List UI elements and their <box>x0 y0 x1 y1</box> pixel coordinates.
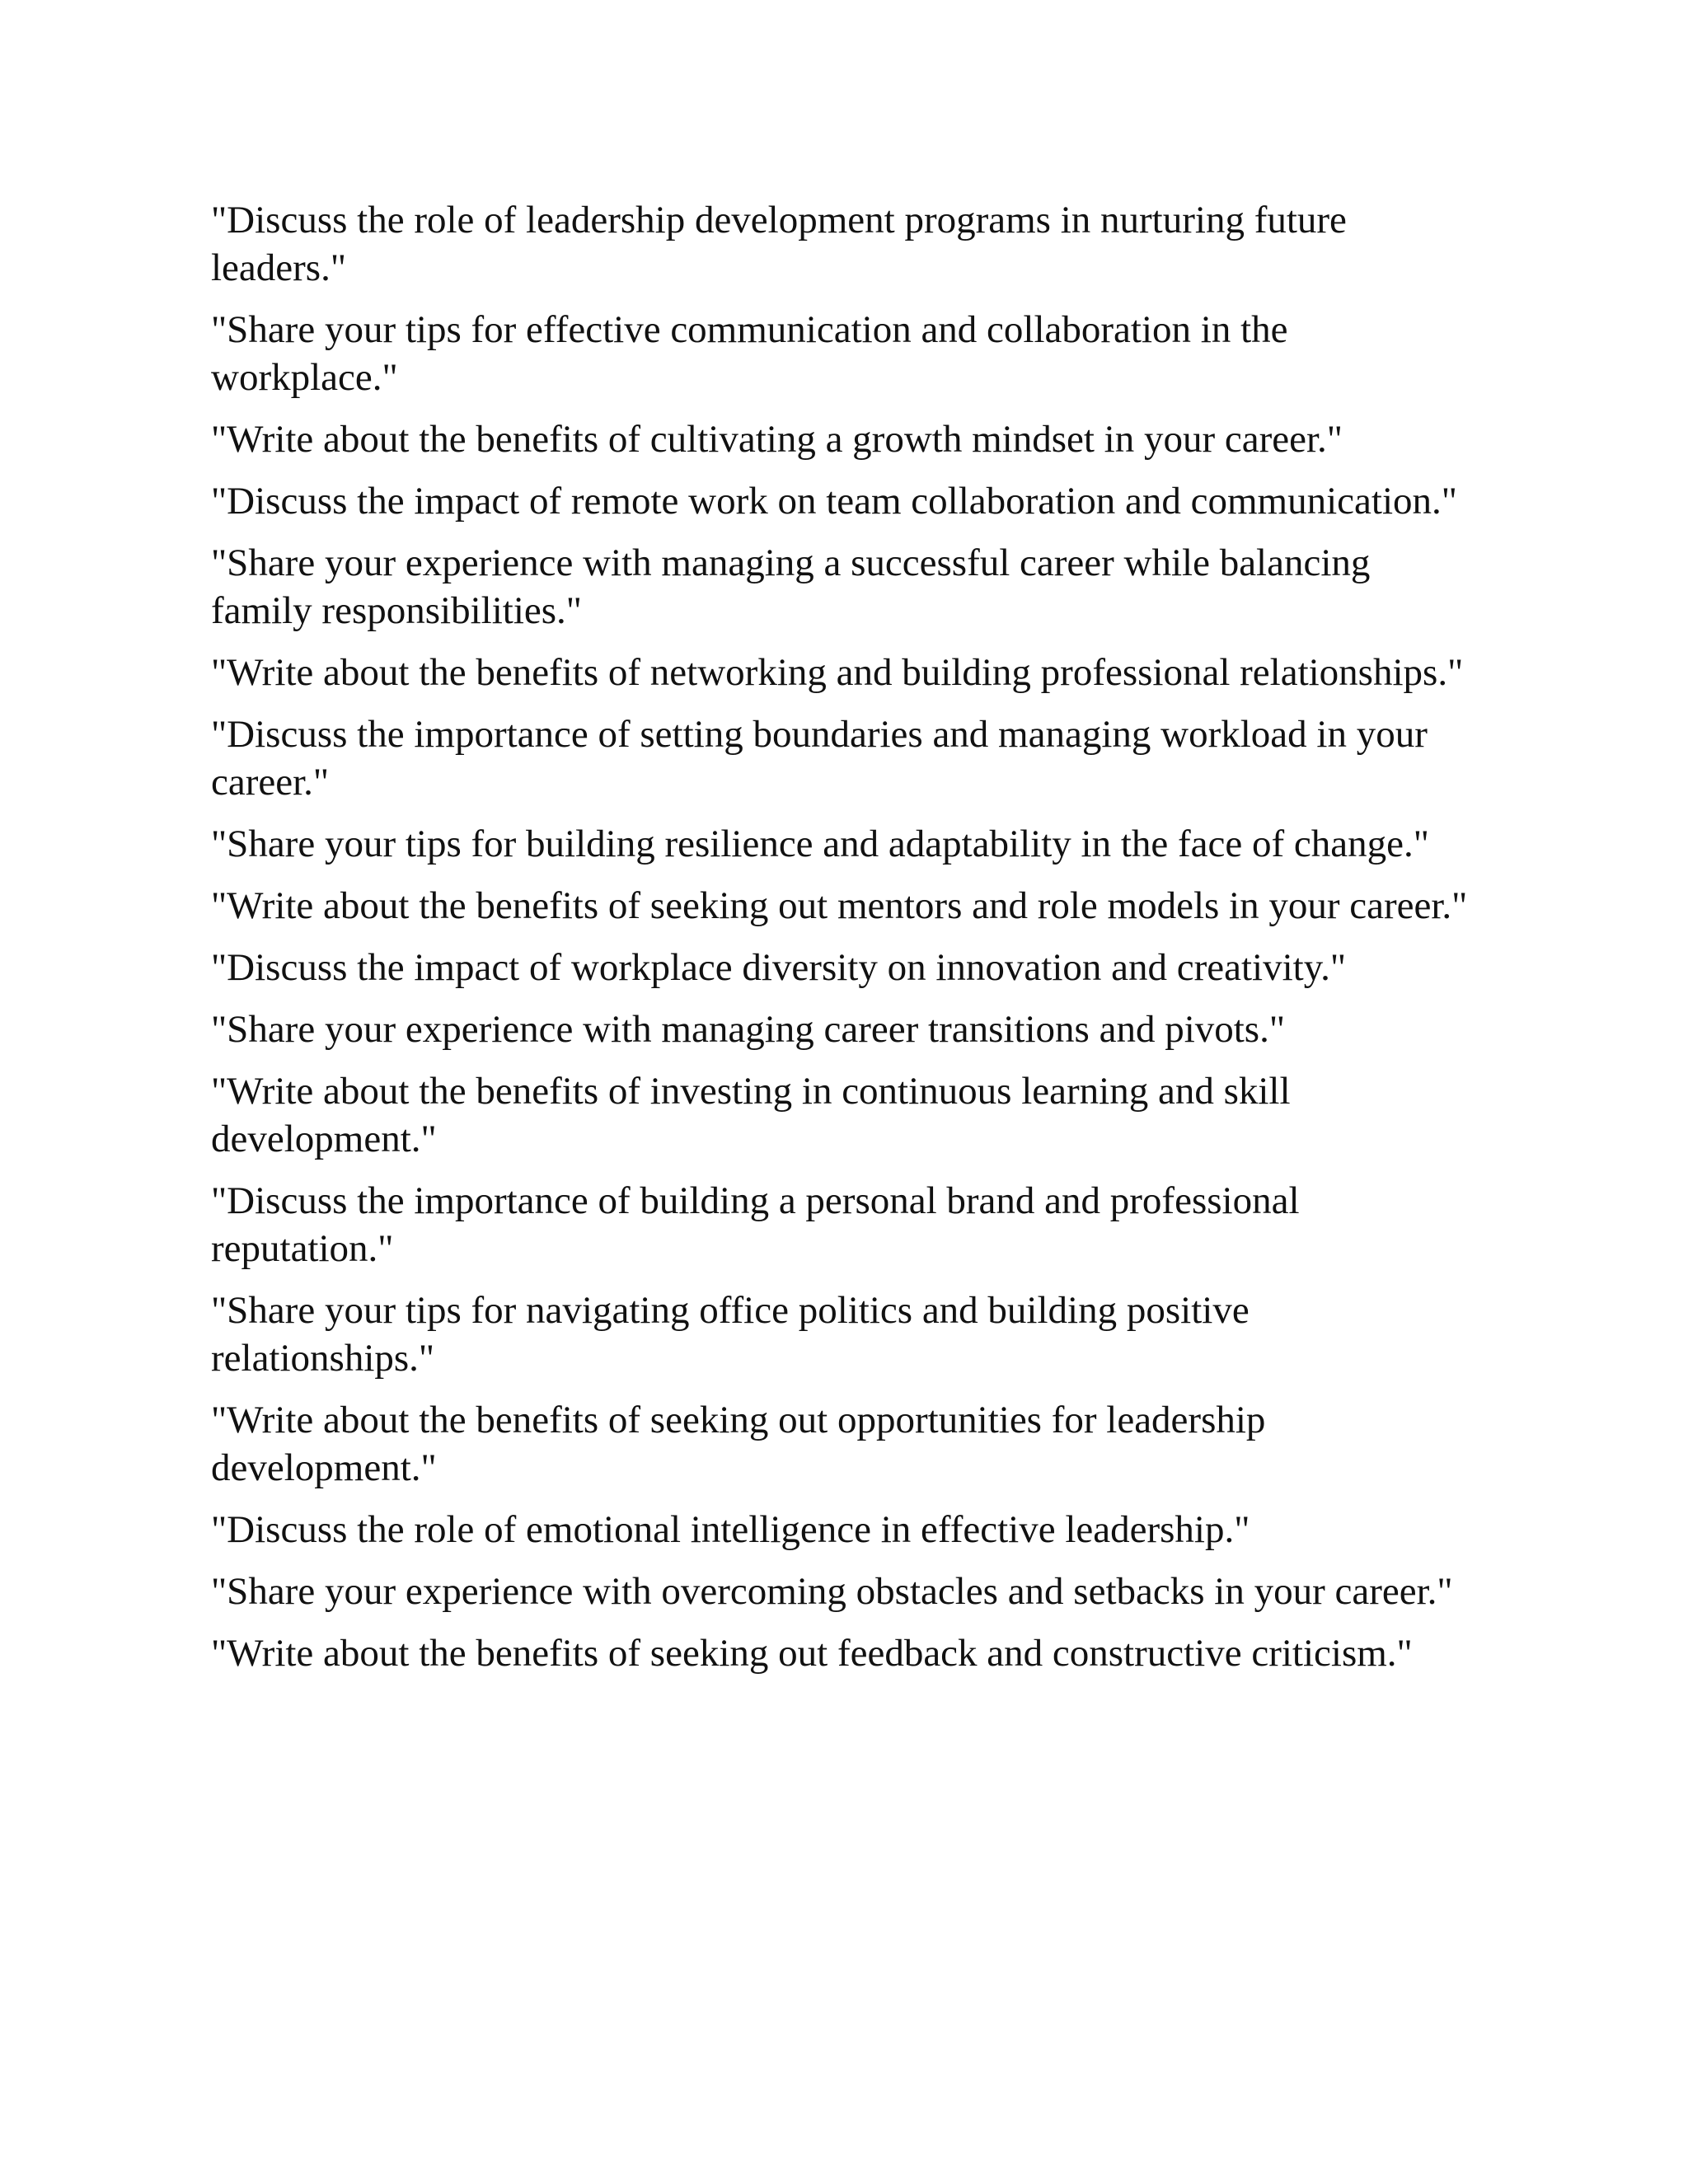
prompt-item: "Write about the benefits of seeking out feedback and constructive criticism." <box>211 1632 1413 1675</box>
prompt-item: "Write about the benefits of seeking out mentors and role models in your career." <box>211 884 1468 927</box>
prompt-item: "Share your tips for building resilience and adaptability in the face of change." <box>211 823 1429 865</box>
prompt-item: "Share your experience with overcoming obstacles and setbacks in your career." <box>211 1570 1453 1613</box>
prompt-item: "Write about the benefits of networking and building professional relationships." <box>211 651 1464 694</box>
prompt-item: "Write about the benefits of cultivating a growth mindset in your career." <box>211 418 1343 461</box>
prompt-item: "Discuss the impact of workplace diversity on innovation and creativity." <box>211 946 1347 989</box>
prompt-item: "Write about the benefits of seeking out opportunities for leadership development." <box>211 1399 1266 1489</box>
prompt-item: "Discuss the importance of building a personal brand and professional reputation." <box>211 1179 1300 1270</box>
prompt-item: "Share your experience with managing a successful career while balancing family responsibilities." <box>211 541 1371 632</box>
prompt-item: "Discuss the role of leadership development programs in nurturing future leaders." <box>211 199 1347 289</box>
prompt-item: "Discuss the importance of setting boundaries and managing workload in your career." <box>211 713 1428 804</box>
prompt-item: "Share your tips for effective communication and collaboration in the workplace." <box>211 308 1288 399</box>
prompt-list <box>211 196 1480 1691</box>
prompt-item: "Discuss the role of emotional intelligence in effective leadership." <box>211 1508 1250 1551</box>
prompt-item: "Write about the benefits of investing in continuous learning and skill development." <box>211 1070 1291 1160</box>
prompt-item: "Share your tips for navigating office politics and building positive relationships." <box>211 1289 1250 1380</box>
prompt-item: "Discuss the impact of remote work on team collaboration and communication." <box>211 480 1457 523</box>
prompt-item: "Share your experience with managing career transitions and pivots." <box>211 1008 1286 1051</box>
